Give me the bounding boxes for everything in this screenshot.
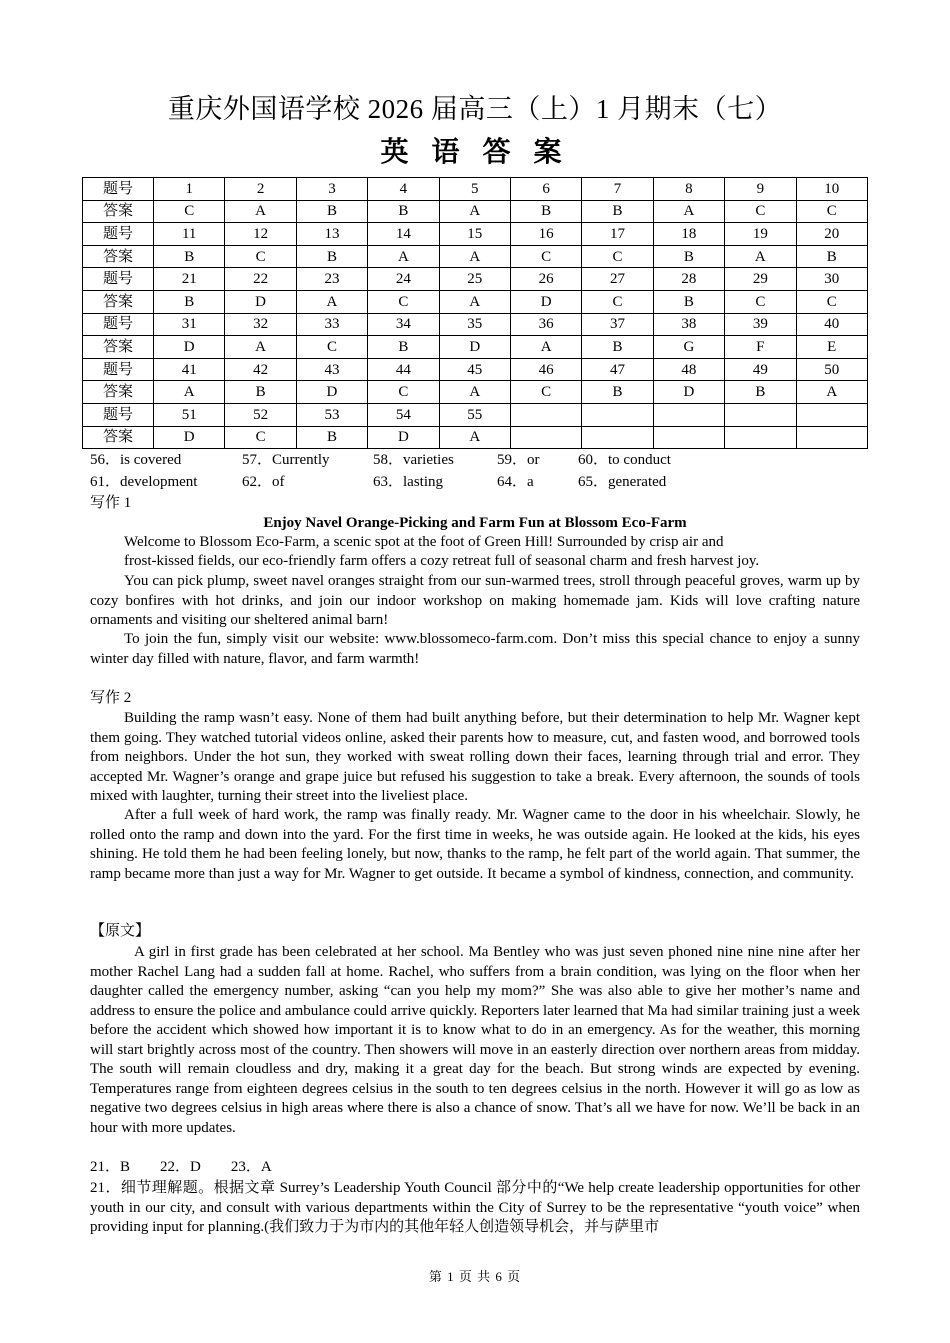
answer-cell: A: [439, 245, 510, 268]
question-number-cell: 44: [368, 358, 439, 381]
answer-cell: B: [653, 290, 724, 313]
answer-cell: D: [154, 426, 225, 449]
answer-row: [83, 245, 868, 268]
question-number-row: [83, 313, 868, 336]
row-label-number: 题号: [83, 403, 154, 426]
answer-cell: C: [225, 426, 296, 449]
fill-in-item: 64．a: [497, 474, 534, 490]
fill-in-item: 58．varieties: [373, 452, 454, 468]
question-number-cell: 34: [368, 313, 439, 336]
answer-cell: A: [439, 381, 510, 404]
writing-1-para-3: To join the fun, simply visit our website: www.blossomeco-farm.com. Don’t miss this special chance to enjoy a sunny winter day filled with nature, flavor, and farm warmth!: [90, 631, 860, 667]
question-number-cell: 6: [510, 178, 581, 201]
answer-row: [83, 381, 868, 404]
answer-cell: C: [582, 290, 653, 313]
page-number: 第 1 页 共 6 页: [428, 1269, 522, 1284]
question-number-cell: 36: [510, 313, 581, 336]
answer-cell: B: [582, 200, 653, 223]
reading-explanation: 21．细节理解题。根据文章 Surrey’s Leadership Youth Council 部分中的“We help create leadership opportunities for other youth in our city, and consult with various departments within the City of Surrey to be the representative “youth voice” when providing input for planning.(我们致力于为市内的其他年轻人创造领导机会，并与萨里市: [90, 1180, 860, 1235]
page-title: 重庆外国语学校 2026 届高三（上）1 月期末（七）: [167, 94, 783, 124]
answer-cell: C: [582, 245, 653, 268]
answer-cell: A: [368, 245, 439, 268]
question-number-cell: 49: [725, 358, 796, 381]
row-label-answer: 答案: [83, 381, 154, 404]
row-label-answer: 答案: [83, 426, 154, 449]
question-number-cell: 23: [296, 268, 367, 291]
row-label-number: 题号: [83, 358, 154, 381]
answer-cell: [796, 426, 867, 449]
question-number-cell: [582, 403, 653, 426]
answer-cell: [582, 426, 653, 449]
question-number-cell: 29: [725, 268, 796, 291]
answer-cell: A: [296, 290, 367, 313]
fill-in-item: 65．generated: [578, 474, 667, 490]
question-number-row: [83, 358, 868, 381]
question-number-cell: 10: [796, 178, 867, 201]
fill-in-item: 61．development: [90, 474, 198, 490]
question-number-cell: 40: [796, 313, 867, 336]
answer-cell: A: [510, 336, 581, 359]
answer-cell: D: [368, 426, 439, 449]
answer-cell: C: [368, 381, 439, 404]
question-number-cell: 15: [439, 223, 510, 246]
fill-in-item: 56．is covered: [90, 452, 182, 468]
answer-cell: [653, 426, 724, 449]
row-label-number: 题号: [83, 313, 154, 336]
answer-cell: B: [225, 381, 296, 404]
answer-cell: A: [653, 200, 724, 223]
answer-cell: D: [439, 336, 510, 359]
writing-2-para-1: Building the ramp wasn’t easy. None of them had built anything before, but their determination to help Mr. Wagner kept them going. They watched tutorial videos online, asked their parents how to measure, cut, and fasten wood, and borrowed tools from neighbors. Under the hot sun, they worked with sweat rolling down their faces, learning through trial and error. They accepted Mr. Wagner’s orange and grape juice but refused his suggestion to take a break. Every afternoon, the sounds of tools mixed with laughter, turning their street into the liveliest place.: [90, 710, 860, 804]
question-number-cell: 5: [439, 178, 510, 201]
question-number-cell: [510, 403, 581, 426]
answer-cell: C: [368, 290, 439, 313]
question-number-cell: 27: [582, 268, 653, 291]
answer-cell: A: [725, 245, 796, 268]
answer-cell: C: [510, 245, 581, 268]
answer-cell: B: [296, 245, 367, 268]
writing-1-title: Enjoy Navel Orange-Picking and Farm Fun at Blossom Eco-Farm: [263, 515, 687, 531]
question-number-cell: 17: [582, 223, 653, 246]
question-number-cell: 8: [653, 178, 724, 201]
question-number-row: [83, 268, 868, 291]
row-label-number: 题号: [83, 268, 154, 291]
question-number-cell: 42: [225, 358, 296, 381]
question-number-cell: 11: [154, 223, 225, 246]
question-number-cell: 35: [439, 313, 510, 336]
transcript-text: A girl in first grade has been celebrated at her school. Ma Bentley who was just seven phoned nine nine nine after her mother Rachel Lang had a sudden fall at home. Rachel, who suffers from a brain condition, was lying on the floor when her daughter called the emergency number, asking “can you help my mom?” She was also able to give her mother’s name and address to ensure the police and ambulance could arrive quickly. Reporters later learned that Ma had similar training just a week before the accident which showed how important it is to know what to do in an emergency. As for the weather, this morning will start brightly across most of the country. Then showers will move in an easterly direction over northern areas from midday. The south will remain cloudless and dry, making it a great day for the beach. But strong winds are expected by evening. Temperatures range from eighteen degrees celsius in the south to ten degrees celsius in the north. However it will go as low as negative two degrees celsius in high areas where there is also a chance of snow. That’s all we have for now. We’ll be back in an hour with more updates.: [90, 944, 861, 1136]
transcript-label: 【原文】: [90, 923, 151, 939]
answer-cell: A: [796, 381, 867, 404]
question-number-cell: 19: [725, 223, 796, 246]
answer-cell: B: [154, 245, 225, 268]
fill-in-item: 62．of: [242, 474, 285, 490]
answer-cell: C: [225, 245, 296, 268]
row-label-number: 题号: [83, 178, 154, 201]
question-number-cell: 16: [510, 223, 581, 246]
question-number-cell: 48: [653, 358, 724, 381]
row-label-answer: 答案: [83, 290, 154, 313]
question-number-row: [83, 403, 868, 426]
answer-cell: B: [296, 426, 367, 449]
answer-cell: B: [510, 200, 581, 223]
question-number-cell: 50: [796, 358, 867, 381]
question-number-cell: 30: [796, 268, 867, 291]
answer-cell: C: [510, 381, 581, 404]
answer-cell: G: [653, 336, 724, 359]
question-number-cell: 46: [510, 358, 581, 381]
question-number-cell: 55: [439, 403, 510, 426]
answer-cell: D: [510, 290, 581, 313]
question-number-cell: 7: [582, 178, 653, 201]
question-number-cell: 51: [154, 403, 225, 426]
answer-cell: A: [439, 290, 510, 313]
question-number-cell: [725, 403, 796, 426]
question-number-cell: 1: [154, 178, 225, 201]
answer-cell: C: [796, 290, 867, 313]
answer-cell: C: [296, 336, 367, 359]
answer-cell: B: [368, 336, 439, 359]
answer-cell: B: [582, 336, 653, 359]
answer-cell: C: [725, 200, 796, 223]
answer-cell: D: [154, 336, 225, 359]
answer-cell: B: [154, 290, 225, 313]
writing-1-para-1-line-1: Welcome to Blossom Eco-Farm, a scenic spot at the foot of Green Hill! Surrounded by crisp air and: [124, 534, 724, 550]
row-label-answer: 答案: [83, 200, 154, 223]
answer-cell: E: [796, 336, 867, 359]
question-number-cell: 32: [225, 313, 296, 336]
question-number-cell: 41: [154, 358, 225, 381]
question-number-cell: 47: [582, 358, 653, 381]
answer-cell: D: [296, 381, 367, 404]
answer-cell: A: [225, 200, 296, 223]
writing-2-label: 写作 2: [90, 690, 132, 706]
writing-2-para-2: After a full week of hard work, the ramp was finally ready. Mr. Wagner came to the door in his wheelchair. Slowly, he rolled onto the ramp and down into the yard. For the first time in weeks, he was outside again. He looked at the kids, his eyes shining. He told them he had been feeling lonely, but now, thanks to the ramp, he felt part of the world again. That summer, the ramp became more than just a way for Mr. Wagner to get outside. It became a symbol of kindness, connection, and community.: [90, 807, 860, 882]
fill-in-item: 57．Currently: [242, 452, 330, 468]
question-number-cell: 37: [582, 313, 653, 336]
page-subtitle: 英 语 答 案: [380, 137, 570, 168]
answer-cell: [725, 426, 796, 449]
row-label-number: 题号: [83, 223, 154, 246]
reading-answers-line: 21．B 22．D 23．A: [90, 1159, 272, 1175]
question-number-cell: 22: [225, 268, 296, 291]
question-number-row: [83, 223, 868, 246]
answer-cell: F: [725, 336, 796, 359]
writing-1-label: 写作 1: [90, 495, 132, 511]
question-number-cell: 25: [439, 268, 510, 291]
answer-cell: C: [796, 200, 867, 223]
fill-in-item: 63．lasting: [373, 474, 443, 490]
question-number-row: [83, 178, 868, 201]
answer-cell: C: [725, 290, 796, 313]
writing-1-para-2: You can pick plump, sweet navel oranges straight from our sun-warmed trees, stroll through peaceful groves, warm up by cozy bonfires with hot drinks, and join our indoor workshop on making homemade jam. Kids will love crafting nature ornaments and visiting our sheltered animal barn!: [90, 573, 860, 628]
question-number-cell: 54: [368, 403, 439, 426]
question-number-cell: 18: [653, 223, 724, 246]
question-number-cell: 39: [725, 313, 796, 336]
question-number-cell: 38: [653, 313, 724, 336]
question-number-cell: [796, 403, 867, 426]
question-number-cell: 52: [225, 403, 296, 426]
question-number-cell: 28: [653, 268, 724, 291]
question-number-cell: 4: [368, 178, 439, 201]
answer-cell: A: [439, 426, 510, 449]
question-number-cell: 20: [796, 223, 867, 246]
fill-in-item: 60．to conduct: [578, 452, 671, 468]
answer-cell: B: [796, 245, 867, 268]
answer-cell: A: [225, 336, 296, 359]
question-number-cell: 43: [296, 358, 367, 381]
question-number-cell: 12: [225, 223, 296, 246]
answer-cell: B: [368, 200, 439, 223]
answer-cell: B: [725, 381, 796, 404]
question-number-cell: 53: [296, 403, 367, 426]
answer-cell: [510, 426, 581, 449]
question-number-cell: 33: [296, 313, 367, 336]
answer-cell: A: [439, 200, 510, 223]
question-number-cell: 26: [510, 268, 581, 291]
writing-1-para-1-line-2: frost-kissed fields, our eco-friendly farm offers a cozy retreat full of seasonal charm and fresh harvest joy.: [124, 553, 760, 569]
question-number-cell: 13: [296, 223, 367, 246]
answer-row: [83, 426, 868, 449]
answer-cell: B: [582, 381, 653, 404]
answer-row: [83, 336, 868, 359]
row-label-answer: 答案: [83, 245, 154, 268]
question-number-cell: 3: [296, 178, 367, 201]
fill-in-item: 59．or: [497, 452, 540, 468]
question-number-cell: 14: [368, 223, 439, 246]
answer-cell: A: [154, 381, 225, 404]
question-number-cell: 2: [225, 178, 296, 201]
question-number-cell: 45: [439, 358, 510, 381]
answer-cell: B: [653, 245, 724, 268]
question-number-cell: 9: [725, 178, 796, 201]
question-number-cell: 24: [368, 268, 439, 291]
answer-cell: B: [296, 200, 367, 223]
answer-cell: C: [154, 200, 225, 223]
question-number-cell: 21: [154, 268, 225, 291]
answer-cell: D: [653, 381, 724, 404]
row-label-answer: 答案: [83, 336, 154, 359]
answer-row: [83, 290, 868, 313]
answer-cell: D: [225, 290, 296, 313]
question-number-cell: 31: [154, 313, 225, 336]
answer-row: [83, 200, 868, 223]
answer-table: [82, 177, 868, 449]
question-number-cell: [653, 403, 724, 426]
